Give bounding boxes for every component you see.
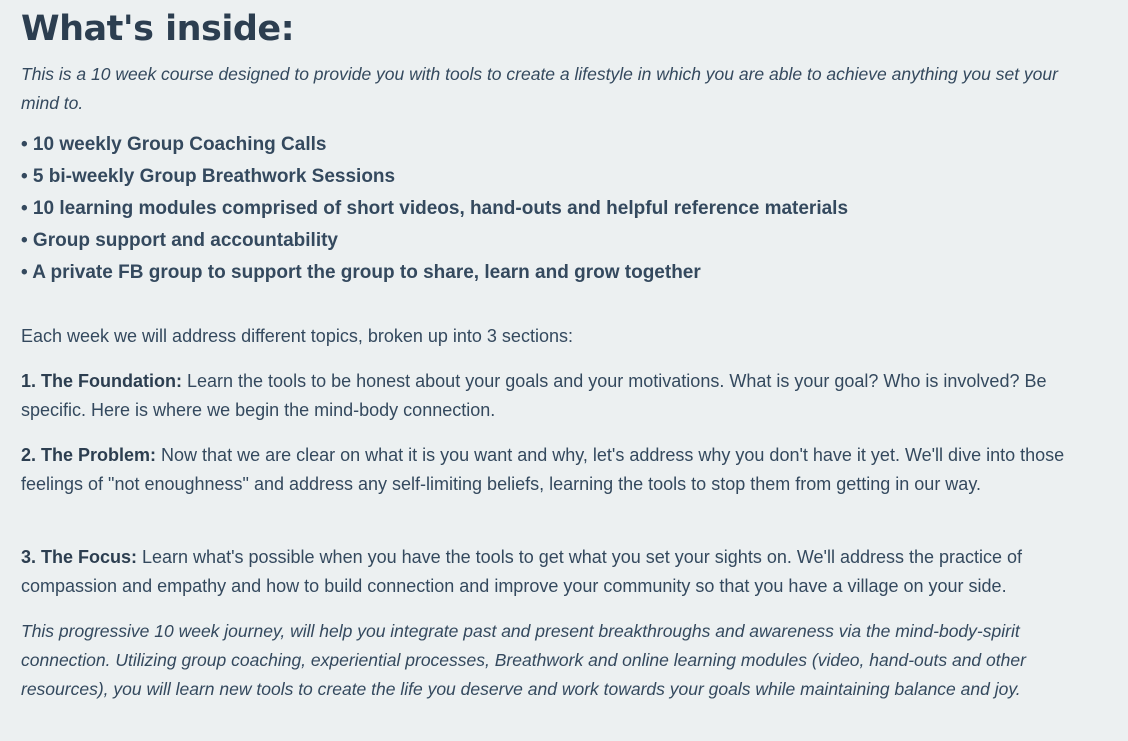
section-title: 2. The Problem: bbox=[21, 445, 157, 465]
section-foundation bbox=[21, 367, 1071, 425]
sections-lead: Each week we will address different topics, broken up into 3 sections: bbox=[21, 326, 573, 346]
feature-item: • Group support and accountability bbox=[21, 230, 338, 251]
section-title: 3. The Focus: bbox=[21, 547, 138, 567]
section-text: Learn the tools to be honest about your goals and your motivations. What is your goal? Who is involved? Be specific. Here is where we begin the mind-body connection. bbox=[21, 371, 1047, 420]
feature-item: • A private FB group to support the group to share, learn and grow together bbox=[21, 262, 701, 283]
feature-list bbox=[21, 129, 848, 289]
feature-item: • 10 weekly Group Coaching Calls bbox=[21, 134, 327, 155]
section-text: Learn what's possible when you have the tools to get what you set your sights on. We'll address the practice of compassion and empathy and how to build connection and improve your community so that you have a village on your side. bbox=[21, 547, 1023, 596]
closing-text: This progressive 10 week journey, will help you integrate past and present breakthroughs and awareness via the mind-body-spirit connection. Utilizing group coaching, experiential processes, Breathwork and online learning modules (video, hand-outs and other resources), you will learn new tools to create the life you deserve and work towards your goals while maintaining balance and joy. bbox=[21, 621, 1026, 699]
section-focus bbox=[21, 543, 1071, 601]
section-title: 1. The Foundation: bbox=[21, 371, 182, 391]
feature-item: • 5 bi-weekly Group Breathwork Sessions bbox=[21, 166, 396, 187]
section-problem bbox=[21, 441, 1071, 499]
section-text: Now that we are clear on what it is you want and why, let's address why you don't have it yet. We'll dive into those feelings of "not enoughness" and address any self-limiting beliefs, learning the tools to stop them from getting in our way. bbox=[21, 445, 1065, 494]
feature-item: • 10 learning modules comprised of short videos, hand-outs and helpful reference materials bbox=[21, 198, 849, 219]
page-heading: What's inside: bbox=[21, 9, 295, 49]
intro-text: This is a 10 week course designed to provide you with tools to create a lifestyle in which you are able to achieve anything you set your mind to. bbox=[21, 64, 1058, 113]
